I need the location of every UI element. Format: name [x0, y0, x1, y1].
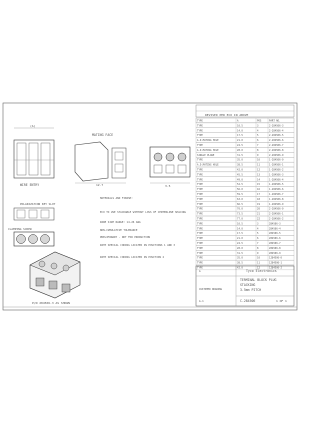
table-cell: 1-284506-7: [269, 193, 284, 196]
table-cell: 17.5: [237, 134, 243, 138]
table-cell: 6: [257, 139, 259, 143]
table-cell: 2-284506-8: [269, 148, 284, 152]
table-cell: 2-284506-0: [269, 207, 284, 211]
table-cell: 77.0: [237, 217, 243, 221]
table-cell: 38.5: [237, 163, 243, 167]
table-cell: 1-284506-3: [269, 173, 284, 177]
table-cell: TYPE: [197, 266, 203, 270]
table-cell: 10.5: [237, 222, 243, 226]
dim-a-label: (A): [30, 124, 36, 128]
table-cell: 11: [257, 163, 260, 167]
table-cell: TYPE: [197, 256, 203, 260]
table-header-cell: TYPE: [197, 119, 203, 123]
title-line-3: 3.5mm PITCH: [240, 288, 262, 292]
table-cell: 3: [257, 222, 259, 226]
table-cell: SINGLE PLANE: [197, 153, 215, 157]
table-cell: 2-284506-1: [269, 212, 284, 216]
table-cell: 10.5: [237, 124, 243, 128]
table-cell: TYPE: [197, 168, 203, 172]
table-cell: 20: [257, 207, 260, 211]
table-cell: 45.5: [237, 173, 243, 177]
company-name: Tyco Electronics: [246, 269, 277, 273]
table-cell: 42.0: [237, 168, 243, 172]
table-cell: 5: [257, 134, 259, 138]
table-cell: 49.0: [237, 178, 243, 182]
table-header-cell: PART NO.: [269, 119, 281, 123]
table-cell: 35.0: [237, 158, 243, 162]
sheet-number: 1 OF 1: [276, 299, 287, 303]
table-cell: 21.0: [237, 139, 243, 143]
table-cell: 2-284506-4: [269, 129, 284, 133]
table-cell: TYPE: [197, 178, 203, 182]
table-cell: 16: [257, 188, 260, 192]
table-cell: TYPE: [197, 212, 203, 216]
table-cell: 4: [257, 129, 259, 133]
table-cell: 12: [257, 266, 260, 270]
table-cell: 14: [257, 178, 260, 182]
table-cell: A.D.MATING HOLE: [197, 139, 219, 143]
table-cell: 31.5: [237, 153, 243, 157]
table-cell: 38.5: [237, 261, 243, 265]
table-cell: 3: [257, 124, 259, 128]
table-cell: 19: [257, 202, 260, 206]
table-header-cell: POS: [257, 119, 262, 123]
table-cell: 9: [257, 153, 259, 157]
table-cell: 59.5: [237, 193, 243, 196]
table-header-cell: A: [237, 119, 239, 123]
table-cell: 1284506-2: [269, 266, 282, 270]
table-cell: 1-284506-5: [269, 183, 284, 187]
table-cell: 284506-9: [269, 251, 281, 255]
table-cell: 17.5: [237, 232, 243, 236]
table-cell: 13: [257, 173, 260, 177]
dim-pitch-label: 3.5: [165, 184, 171, 188]
table-cell: 284506-6: [269, 237, 281, 241]
table-cell: TYPE: [197, 261, 203, 265]
table-cell: 1-284506-6: [269, 188, 284, 192]
table-cell: TYPE: [197, 129, 203, 133]
table-cell: 17: [257, 193, 260, 196]
table-cell: 1284506-1: [269, 261, 282, 265]
table-cell: 8: [257, 246, 259, 250]
table-cell: TYPE: [197, 188, 203, 192]
table-cell: 6: [257, 237, 259, 241]
table-cell: 15: [257, 183, 260, 187]
table-cell: TYPE: [197, 197, 203, 201]
table-cell: 1-284506-2: [269, 168, 284, 172]
table-cell: A.D.MATING HOLE: [197, 163, 219, 167]
table-cell: TYPE: [197, 202, 203, 206]
table-cell: TYPE: [197, 217, 203, 221]
table-cell: 2-284506-7: [269, 144, 284, 147]
mating-face-label: MATING FACE: [92, 133, 114, 137]
table-cell: 1-284506-1: [269, 163, 284, 167]
wire-entry-label: WIRE ENTRY: [20, 183, 40, 187]
drawing-size: A: [199, 270, 201, 273]
drawing-number: C-284506: [240, 299, 256, 303]
table-cell: 9: [257, 251, 259, 255]
table-cell: 12: [257, 168, 260, 172]
table-cell: 21: [257, 212, 260, 216]
table-cell: 18: [257, 197, 260, 201]
table-cell: TYPE: [197, 237, 203, 241]
table-cell: 1-284506-0: [269, 158, 284, 162]
note-2: ECO TO USE STACKABLE WITHOUT LOSS OF CENTERLINE SPACING: [100, 211, 186, 214]
table-cell: 42.0: [237, 266, 243, 270]
table-cell: 284506-7: [269, 242, 281, 245]
table-cell: 24.5: [237, 144, 243, 147]
table-cell: 1-284506-4: [269, 178, 284, 182]
table-cell: 2-284506-2: [269, 217, 284, 221]
table-cell: TYPE: [197, 242, 203, 245]
note-5: PRELIMINARY - NOT FOR PRODUCTION: [100, 236, 150, 239]
table-cell: 31.5: [237, 251, 243, 255]
title-line-2: STACKING: [240, 283, 256, 287]
table-cell: 14.0: [237, 227, 243, 231]
table-cell: 11: [257, 261, 260, 265]
table-cell: TYPE: [197, 246, 203, 250]
table-cell: TYPE: [197, 124, 203, 128]
polarization-label: POLARIZATION KEY SLOT: [20, 202, 56, 206]
table-cell: 284506-3: [269, 222, 281, 226]
table-cell: 2-284506-3: [269, 124, 284, 128]
table-cell: TYPE: [197, 207, 203, 211]
table-cell: 284506-8: [269, 246, 281, 250]
scale-value: A-1: [199, 300, 204, 303]
table-cell: TYPE: [197, 134, 203, 138]
table-cell: TYPE: [197, 222, 203, 226]
table-cell: 66.5: [237, 202, 243, 206]
table-cell: 28.0: [237, 148, 243, 152]
revision-note: REVISED PER ECO IN ABOVE: [205, 113, 249, 117]
part-shown-label: P/N 284506-3 AS SHOWN: [32, 301, 70, 305]
dim-height-label: 12.7: [96, 183, 104, 187]
table-cell: 1284506-0: [269, 256, 282, 260]
table-cell: TYPE: [197, 193, 203, 196]
table-cell: 7: [257, 242, 259, 245]
table-cell: TYPE: [197, 251, 203, 255]
table-cell: 2-284506-6: [269, 139, 284, 143]
table-cell: 73.5: [237, 212, 243, 216]
table-cell: 1-284506-9: [269, 202, 284, 206]
table-cell: 24.5: [237, 242, 243, 245]
table-cell: TYPE: [197, 158, 203, 162]
table-cell: 63.0: [237, 197, 243, 201]
table-cell: 7: [257, 144, 259, 147]
table-cell: TYPE: [197, 144, 203, 147]
table-cell: 1-284506-8: [269, 197, 284, 201]
table-cell: 21.0: [237, 237, 243, 241]
table-cell: 8: [257, 148, 259, 152]
customer-drawing-label: CUSTOMER DRAWING: [199, 288, 223, 291]
table-cell: 5: [257, 232, 259, 236]
table-cell: 14.0: [237, 129, 243, 133]
table-cell: 2-284506-5: [269, 134, 284, 138]
table-cell: TYPE: [197, 232, 203, 236]
table-cell: 22: [257, 217, 260, 221]
table-cell: A.D.MATING HOLE: [197, 148, 219, 152]
table-cell: TYPE: [197, 227, 203, 231]
table-cell: 2-284506-9: [269, 153, 284, 157]
table-cell: 4: [257, 227, 259, 231]
table-cell: 10: [257, 158, 260, 162]
table-cell: 10: [257, 256, 260, 260]
table-cell: 284506-5: [269, 232, 281, 236]
clamping-screw-label: CLAMPING SCREW: [8, 227, 32, 231]
table-cell: 56.0: [237, 188, 243, 192]
title-line-1: TERMINAL BLOCK PLUG: [240, 278, 277, 282]
note-4: NON-CUMULATIVE TOLERANCE: [100, 229, 138, 232]
table-cell: 28.0: [237, 246, 243, 250]
note-3: WIRE SIZE RANGE: 14-26 AWG: [100, 221, 141, 224]
note-6: WITH SPECIAL CODING LOCATED IN POSITIONS 1 AND 3: [100, 244, 175, 247]
table-cell: 284506-4: [269, 227, 281, 231]
table-cell: 52.5: [237, 183, 243, 187]
table-cell: 35.0: [237, 256, 243, 260]
table-cell: TYPE: [197, 183, 203, 187]
table-cell: 70.0: [237, 207, 243, 211]
note-7: WITH SPECIAL CODING LOCATED IN POSITION 2: [100, 256, 165, 259]
table-cell: TYPE: [197, 173, 203, 177]
note-1: MATERIALS AND FINISH:: [100, 197, 133, 200]
